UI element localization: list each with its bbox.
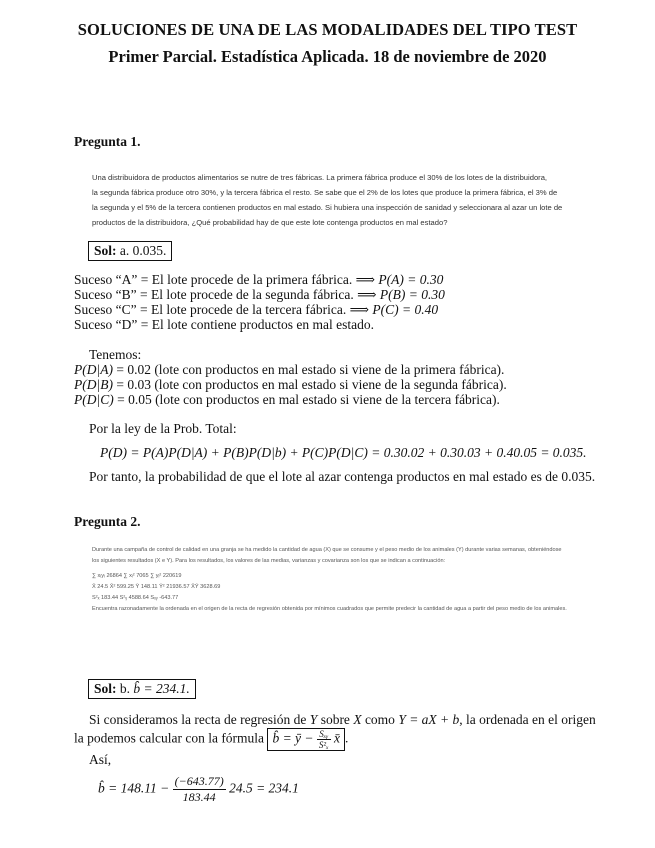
solution-label: Sol: [94,681,117,696]
statement-line: Encuentra razonadamente la ordenada en el origen de la recta de regresión obtenida por mínimos cuadrados que permite predecir la cantidad de agua a partir del peso medio de los animales. [92,606,567,612]
formula-fraction: $\frac{\text{Sₓᵧ}}{\text{S²ₓ}}$ [318,729,329,750]
question-2-solution-box [88,679,196,699]
question-2-heading: Pregunta 2. [74,514,141,529]
statement-line: los siguientes resultados (X e Y). Para los resultados, los valores de las medias, varianzas y covarianza son los que se indican a continuación: [92,558,446,564]
stats-line: ∑ xᵢyᵢ 26864 ∑ xᵢ² 7065 ∑ yᵢ² 220619 [92,573,182,579]
document-subtitle: Primer Parcial. Estadística Aplicada. 18 de noviembre de 2020 [108,47,547,66]
calculation-fraction: $\frac{(-643.77)}{183.44}$ [174,774,224,804]
conditional-line: P(D|C) = 0.05 (lote con productos en mal estado si viene de la tercera fábrica). [74,392,500,407]
solution-math: b̂ = 234.1. [133,681,190,696]
statement-line: Una distribuidora de productos alimentarios se nutre de tres fábricas. La primera fábrica produce el 30% de los lotes de la distribuidora, [92,173,548,182]
asi-label: Así, [89,752,112,767]
law-intro: Por la ley de la Prob. Total: [89,421,237,436]
implies-arrow: ⟹ [357,287,377,302]
event-line: Suceso “D” = El lote contiene productos en mal estado. [74,317,375,332]
document-title: SOLUCIONES DE UNA DE LAS MODALIDADES DEL TIPO TEST [77,20,578,39]
intercept-calculation: b̂ = 148.11 − $\frac{(-643.77)}{183.44}$ 24.5 = 234.1 [98,774,299,804]
tenemos-label: Tenemos: [89,347,142,362]
statement-line: la segunda y el 5% de la tercera contienen productos en mal estado. Si hubiera una inspección de sanidad y seleccionara al azar un lote de [92,203,563,212]
implies-arrow: ⟹ [349,302,369,317]
question-2-statement [92,545,640,615]
question-1-heading: Pregunta 1. [74,134,141,149]
question-1-conclusion: Por tanto, la probabilidad de que el lote al azar contenga productos en mal estado es de 0.035. [89,469,596,484]
conditional-line: P(D|B) = 0.03 (lote con productos en mal estado si viene de la segunda fábrica). [74,377,507,392]
stats-line: X̄ 24.5 X̄² 599.25 Ȳ 148.11 Ȳ² 21936.57 X̄Ȳ 3628.69 [92,584,221,590]
implies-arrow: ⟹ [355,272,375,287]
total-probability-formula: P(D) = P(A)P(D|A) + P(B)P(D|b) + P(C)P(D|C) = 0.30.02 + 0.30.03 + 0.40.05 = 0.035. [100,445,587,460]
regression-sentence: Si consideramos la recta de regresión de Y sobre X como Y = aX + b, la ordenada en el origen [89,712,596,727]
event-line: Suceso “C” = El lote procede de la tercera fábrica. ⟹ P(C) = 0.40 [74,302,439,317]
event-probability: P(C) = 0.40 [372,302,439,317]
statement-line: productos de la distribuidora, ¿Qué probabilidad hay de que este lote contenga productos en mal estado? [92,218,448,227]
solution-label: Sol: [94,243,117,258]
statement-line: la segunda fábrica produce otro 30%, y la tercera fábrica el resto. Se sabe que el 2% de los lotes que produce la primera fábrica, el 3% de [92,188,558,197]
solution-value: a. 0.035. [119,243,167,258]
question-1-statement [92,170,592,230]
event-line: Suceso “A” = El lote procede de la primera fábrica. ⟹ P(A) = 0.30 [74,272,444,287]
solution-value: b. [119,681,131,696]
conditional-line: P(D|A) = 0.02 (lote con productos en mal estado si viene de la primera fábrica). [74,362,505,377]
event-probability: P(B) = 0.30 [379,287,445,302]
formula-sentence: la podemos calcular con la fórmula b̂ = ȳ − $\frac{\text{Sₓᵧ}}{\text{S²ₓ}}$ x̄ . [74,729,349,750]
stats-line: S²ₓ 183.44 S²ᵧ 4588.64 Sₓᵧ -643.77 [92,595,179,601]
intercept-formula-box: b̂ = ȳ − $\frac{\text{Sₓᵧ}}{\text{S²ₓ}}$ x̄ [267,728,345,751]
event-line: Suceso “B” = El lote procede de la segunda fábrica. ⟹ P(B) = 0.30 [74,287,445,302]
event-probability: P(A) = 0.30 [378,272,444,287]
statement-line: Durante una campaña de control de calidad en una granja se ha medido la cantidad de agua (X) que se consume y el peso medio de los animales (Y) durante varias semanas, obteniéndose [92,547,562,553]
question-1-solution-box [88,241,172,261]
